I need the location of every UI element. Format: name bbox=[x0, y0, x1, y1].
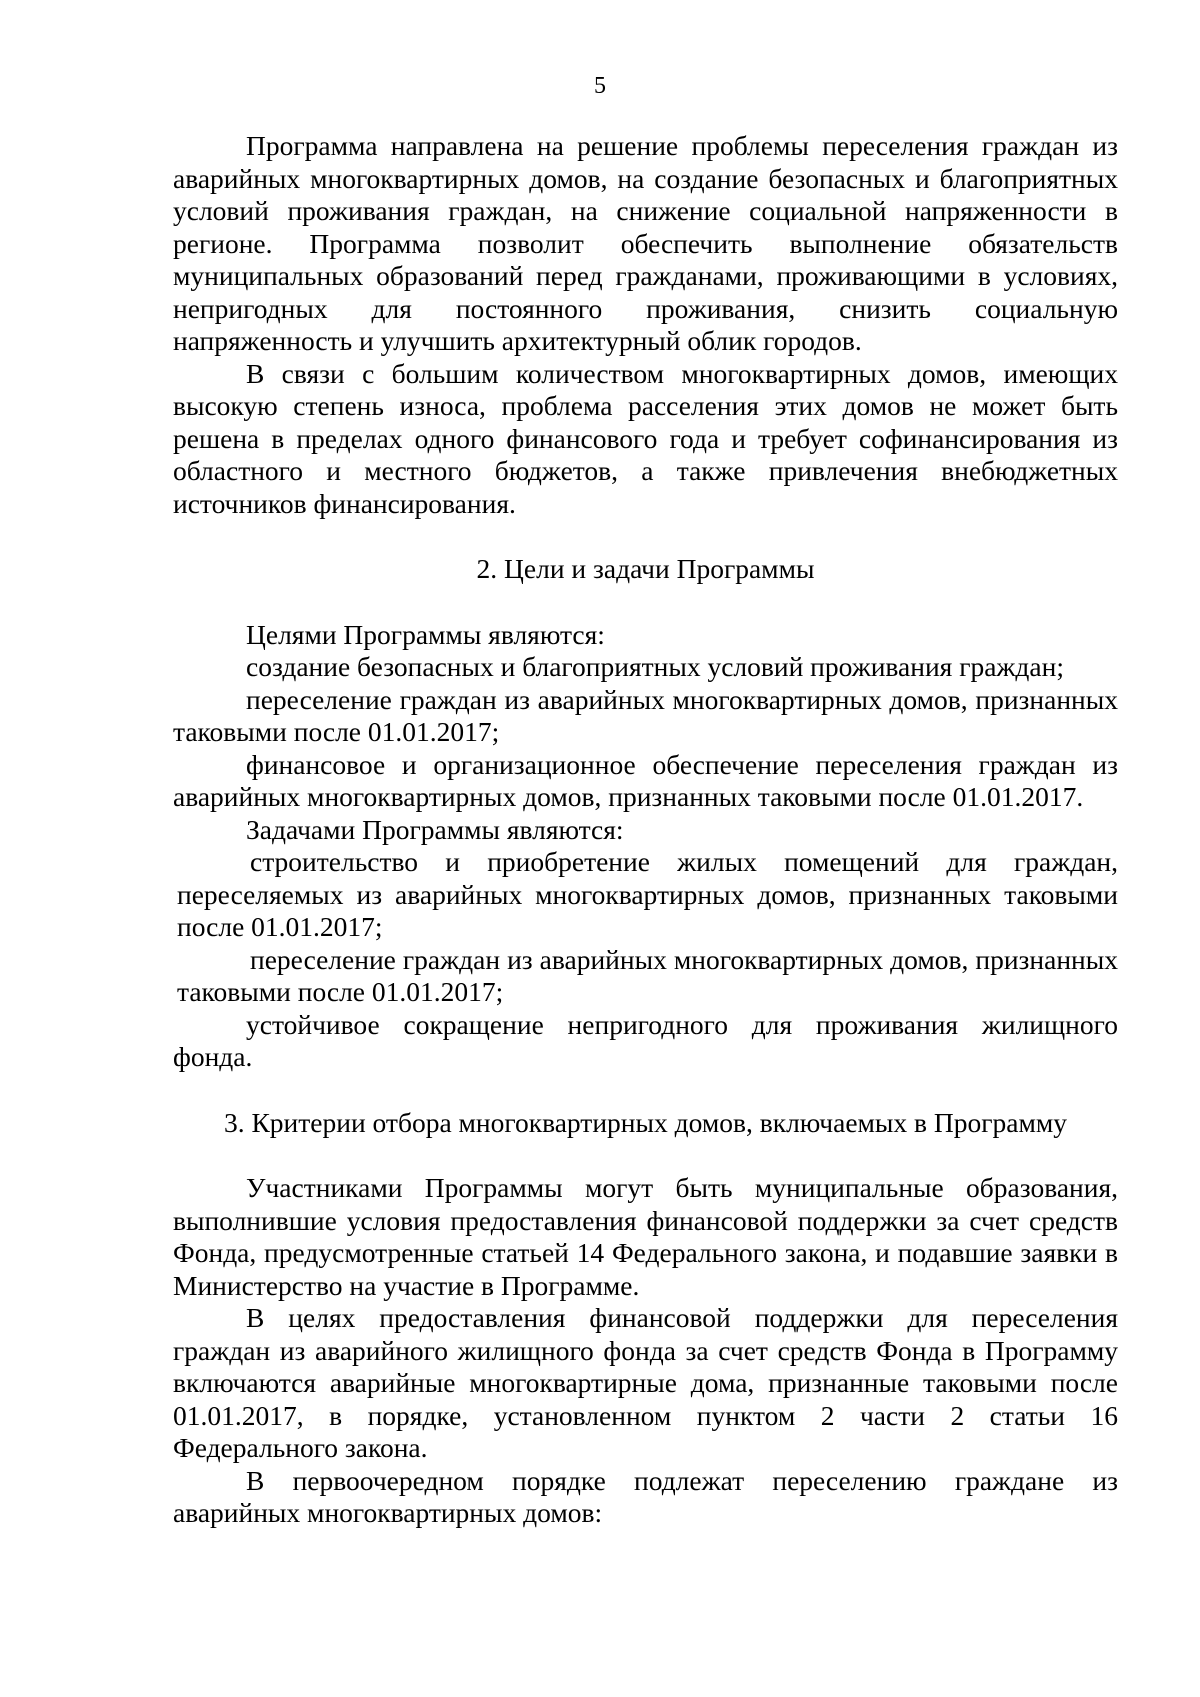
task-item-2: переселение граждан из аварийных многоквартирных домов, признанных таковыми после 01.01.2017; bbox=[177, 943, 1118, 1007]
intro-paragraph-1: Программа направлена на решение проблемы переселения граждан из аварийных многоквартирных домов, на создание безопасных и благоприятных условий проживания граждан, на снижение социальной напряженности в регионе. Программа позволит обеспечить выполнение обязательств муниципальных образований перед гражданами, проживающими в условиях, непригодных для постоянного проживания, снизить социальную напряженность и улучшить архитектурный облик городов. bbox=[173, 130, 1118, 356]
goal-item-1: создание безопасных и благоприятных условий проживания граждан; bbox=[246, 651, 1064, 682]
section-3-title: 3. Критерии отбора многоквартирных домов, включаемых в Программу bbox=[223, 1106, 1068, 1138]
section-2-title: 2. Цели и задачи Программы bbox=[476, 553, 815, 584]
goals-heading: Целями Программы являются: bbox=[246, 618, 605, 650]
page-number: 5 bbox=[594, 73, 606, 99]
task-item-3: устойчивое сокращение непригодного для проживания жилищного фонда. bbox=[173, 1008, 1118, 1072]
section-3-paragraph-1: Участниками Программы могут быть муниципальные образования, выполнившие условия предоставления финансовой поддержки за счет средств Фонда, предусмотренные статьей 14 Федерального закона, и подавшие заявки в Министерство на участие в Программе. bbox=[173, 1172, 1118, 1301]
section-3-paragraph-2: В целях предоставления финансовой поддержки для переселения граждан из аварийного жилищного фонда за счет средств Фонда в Программу включаются аварийные многоквартирные дома, признанные таковыми после 01.01.2017, в порядке, установленном пунктом 2 части 2 статьи 16 Федерального закона. bbox=[173, 1302, 1118, 1463]
document-body bbox=[173, 130, 1118, 1530]
goal-item-3: финансовое и организационное обеспечение переселения граждан из аварийных многоквартирных домов, признанных таковыми после 01.01.2017. bbox=[173, 748, 1118, 812]
intro-paragraph-2: В связи с большим количеством многоквартирных домов, имеющих высокую степень износа, проблема расселения этих домов не может быть решена в пределах одного финансового года и требует софинансирования из областного и местного бюджетов, а также привлечения внебюджетных источников финансирования. bbox=[173, 357, 1118, 519]
tasks-heading: Задачами Программы являются: bbox=[246, 813, 624, 845]
section-3-paragraph-3: В первоочередном порядке подлежат переселению граждане из аварийных многоквартирных домов: bbox=[173, 1464, 1118, 1528]
task-item-1: строительство и приобретение жилых помещений для граждан, переселяемых из аварийных многоквартирных домов, признанных таковыми после 01.01.2017; bbox=[177, 846, 1118, 942]
goal-item-2: переселение граждан из аварийных многоквартирных домов, признанных таковыми после 01.01.2017; bbox=[173, 683, 1118, 747]
